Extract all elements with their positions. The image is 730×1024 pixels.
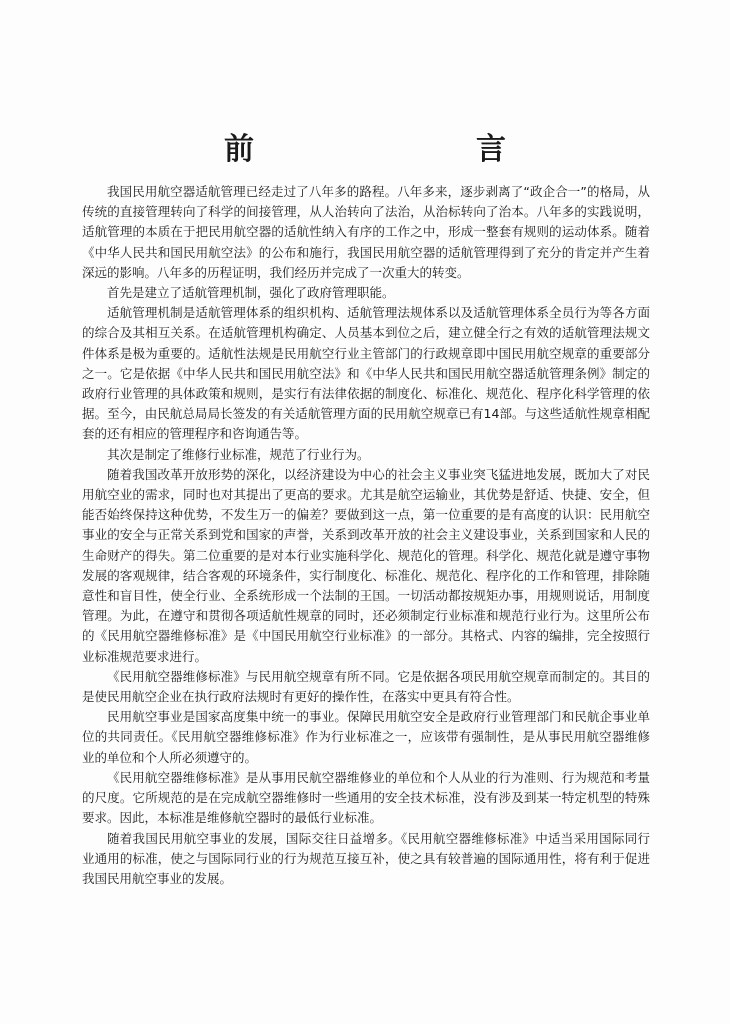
paragraph-3: 适航管理机制是适航管理体系的组织机构、适航管理法规体系以及适航管理体系全员行为等各方面的综合及其相互关系。在适航管理机构确定、人员基本到位之后，建立健全行之有效的适航管理法规文件体系是极为重要的。适航性法规是民用航空行业主管部门的行政规章即中国民用航空规章的重要部分之一。它是依据《中华人民共和国民用航空法》和《中华人民共和国民用航空器适航管理条例》制定的政府行业管理的具体政策和规则，是实行有法律依据的制度化、标准化、规范化、程序化科学管理的依据。至今，由民航总局局长签发的有关适航管理方面的民用航空规章已有14部。与这些适航性规章相配套的还有相应的管理程序和咨询通告等。 (82, 305, 650, 442)
paragraph-6: 《民用航空器维修标准》与民用航空规章有所不同。它是依据各项民用航空规章而制定的。其目的是使民用航空企业在执行政府法规时有更好的操作性，在落实中更具有符合性。 (82, 668, 650, 705)
paragraph-1: 我国民用航空器适航管理已经走过了八年多的路程。八年多来，逐步剥离了“政企合一”的格局，从传统的直接管理转向了科学的间接管理，从人治转向了法治，从治标转向了治本。八年多的实践说明，适航管理的本质在于把民用航空器的适航性纳入有序的工作之中，形成一整套有规则的运动体系。随着《中华人民共和国民用航空法》的公布和施行，我国民用航空器的适航管理得到了充分的肯定并产生着深远的影响。八年多的历程证明，我们经历并完成了一次重大的转变。 (82, 184, 650, 280)
paragraph-4: 其次是制定了维修行业标准，规范了行业行为。 (107, 446, 370, 462)
page-title: 前 言 (224, 132, 602, 167)
paragraph-5: 随着我国改革开放形势的深化，以经济建设为中心的社会主义事业突飞猛进地发展，既加大了对民用航空业的需求，同时也对其提出了更高的要求。尤其是航空运输业，其优势是舒适、快捷、安全，但能否始终保持这种优势，不发生万一的偏差？要做到这一点，第一位重要的是有高度的认识：民用航空事业的安全与正常关系到党和国家的声誉，关系到改革开放的社会主义建设事业，关系到国家和人民的生命财产的得失。第二位重要的是对本行业实施科学化、规范化的管理。科学化、规范化就是遵守事物发展的客观规律，结合客观的环境条件，实行制度化、标准化、规范化、程序化的工作和管理，排除随意性和盲目性，使全行业、全系统形成一个法制的王国。一切活动都按规矩办事，用规则说话，用制度管理。为此，在遵守和贯彻各项适航性规章的同时，还必须制定行业标准和规范行业行为。这里所公布的《民用航空器维修标准》是《中国民用航空行业标准》的一部分。其格式、内容的编排，完全按照行业标准规范要求进行。 (82, 466, 650, 664)
paragraph-2: 首先是建立了适航管理机制，强化了政府管理职能。 (107, 285, 395, 301)
paragraph-9: 随着我国民用航空事业的发展，国际交往日益增多。《民用航空器维修标准》中适当采用国际同行业通用的标准，使之与国际同行业的行为规范互接互补，使之具有较普遍的国际通用性，将有利于促进我国民用航空事业的发展。 (82, 830, 650, 886)
preface-body (82, 182, 650, 889)
paragraph-8: 《民用航空器维修标准》是从事用民航空器维修业的单位和个人从业的行为准则、行为规范和考量的尺度。它所规范的是在完成航空器维修时一些通用的安全技术标准，没有涉及到某一特定机型的特殊要求。因此，本标准是维修航空器时的最低行业标准。 (82, 769, 650, 826)
paragraph-7: 民用航空事业是国家高度集中统一的事业。保障民用航空安全是政府行业管理部门和民航企事业单位的共同责任。《民用航空器维修标准》作为行业标准之一，应该带有强制性，是从事民用航空器维修业的单位和个人所必须遵守的。 (82, 709, 650, 765)
